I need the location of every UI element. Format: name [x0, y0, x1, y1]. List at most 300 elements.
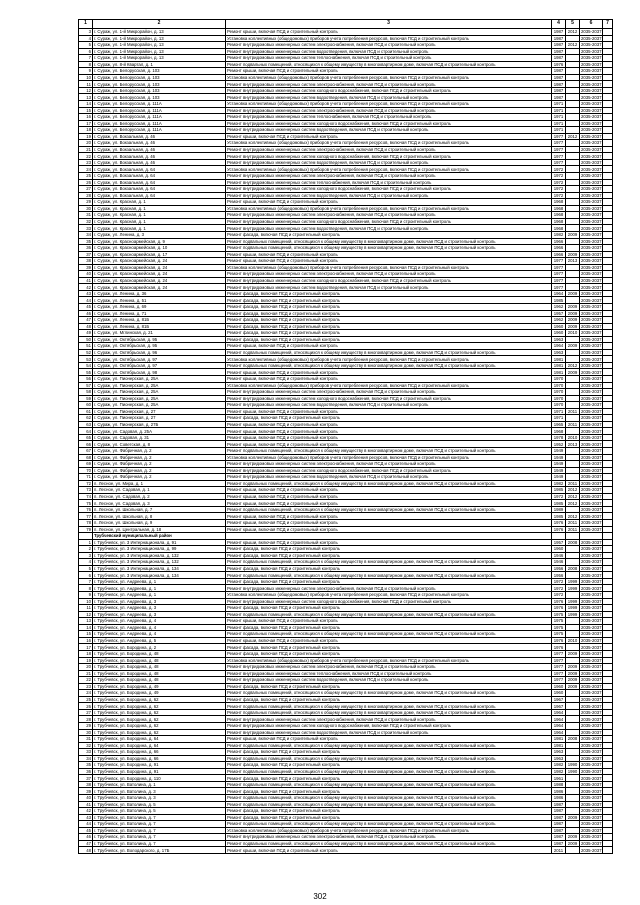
address-cell: г. Трубчевск, ул. Володарского, д. 17Б [93, 847, 226, 854]
build-year-cell: 1975 [552, 631, 566, 638]
address-cell: г. Трубчевск, ул. Андреева, д. 4 [93, 624, 226, 631]
build-year-cell: 1964 [552, 716, 566, 723]
work-type-cell: Ремонт внутридомовых инженерных систем холодного водоснабжения, включая ПСД и строительный контроль [226, 598, 552, 605]
address-cell: г. Сураж, ул. Вокзальная, д. 46 [93, 133, 226, 140]
planned-period-cell: 2035-2037 [581, 291, 602, 297]
work-type-cell: Ремонт внутридомовых инженерных систем холодного водоснабжения, включая ПСД и строительный контроль [226, 467, 552, 474]
address-cell: г. Сураж, ул. Садовая, д. 31 [93, 434, 226, 441]
address-cell: г. Трубчевск, ул. Ватолина, д. 7 [93, 834, 226, 841]
work-type-cell: Ремонт подвальных помещений, относящихся к общему имуществу в многоквартирном доме, включая ПСД и строительный контроль [226, 61, 552, 68]
work-type-cell: Ремонт внутридомовых инженерных систем водоотведения, включая ПСД и строительный контроль [226, 48, 552, 55]
work-type-cell: Ремонт внутридомовых инженерных систем холодного водоснабжения, включая ПСД и строительный контроль [226, 218, 552, 225]
last-repair-year-cell: 2009 [566, 317, 580, 324]
address-cell: г. Трубчевск, ул. Бородина, д. 62 [93, 722, 226, 729]
work-type-cell: Ремонт фасада, включая ПСД и строительный контроль [226, 290, 552, 297]
build-year-cell: 1971 [552, 120, 566, 127]
address-cell: г. Сураж, ул. Садовая, д. 25А [93, 428, 226, 435]
work-type-cell: Ремонт крыши, включая ПСД и строительный контроль [226, 251, 552, 258]
build-year-cell: 1960 [552, 330, 566, 337]
row-number-cell: 25 [79, 173, 93, 180]
row-number-cell: 32 [79, 218, 93, 225]
address-cell: г. Трубчевск, ул. Бородина, д. 2 [93, 644, 226, 651]
last-repair-year-cell: 2009 [566, 677, 580, 684]
last-repair-year-cell: 2011 [566, 520, 580, 527]
work-type-cell: Ремонт фасада, включая ПСД и строительный контроль [226, 323, 552, 330]
last-repair-year-cell: 2009 [566, 251, 580, 258]
planned-period-cell: 2035-2037 [581, 546, 602, 552]
work-type-cell: Ремонт подвальных помещений, относящихся к общему имуществу в многоквартирном доме, включая ПСД и строительный контроль [226, 245, 552, 252]
row-number-cell: 29 [79, 722, 93, 729]
planned-period-cell: 2035-2037 [581, 284, 602, 290]
planned-period-cell: 2035-2037 [581, 48, 602, 54]
build-year-cell: 1963 [552, 336, 566, 343]
planned-period-cell: 2035-2037 [581, 454, 602, 460]
work-type-cell: Ремонт внутридомовых инженерных систем электроснабжения, включая ПСД и строительный контроль [226, 42, 552, 49]
row-number-cell: 24 [79, 166, 93, 173]
row-number-cell: 62 [79, 415, 93, 422]
row-number-cell: 33 [79, 749, 93, 756]
planned-period-cell: 2035-2037 [581, 160, 602, 166]
work-type-cell: Ремонт внутридомовых инженерных систем водоотведения, включая ПСД и строительный контроль [226, 284, 552, 291]
work-type-cell: Ремонт крыши, включая ПСД и строительный контроль [226, 736, 552, 743]
planned-period-cell: 2035-2037 [581, 638, 602, 644]
last-repair-year-cell: 2009 [566, 670, 580, 677]
address-cell: г. Сураж, ул. Ленина, д. 81Б [93, 317, 226, 324]
row-number-cell: 79 [79, 526, 93, 533]
work-type-cell: Ремонт подвальных помещений, относящихся к общему имуществу в многоквартирном доме, включая ПСД и строительный контроль [226, 742, 552, 749]
build-year-cell: 1970 [552, 402, 566, 409]
row-number-cell: 27 [79, 186, 93, 193]
work-type-cell: Ремонт внутридомовых инженерных систем водоотведения, включая ПСД и строительный контроль [226, 192, 552, 199]
row-number-cell: 15 [79, 107, 93, 114]
row-number-cell: 35 [79, 762, 93, 769]
build-year-cell: 1968 [552, 199, 566, 206]
row-number-cell: 14 [79, 101, 93, 108]
work-type-cell: Ремонт фасада, включая ПСД и строительный контроль [226, 683, 552, 690]
build-year-cell: 1971 [552, 408, 566, 415]
row-number-cell: 36 [79, 245, 93, 252]
last-repair-year-cell: 2009 [566, 683, 580, 690]
work-type-cell: Установка коллективных (общедомовых) приборов учета потребления ресурсов, включая ПСД и строительный контроль [226, 35, 552, 42]
row-number-cell: 40 [79, 794, 93, 801]
row-number-cell: 16 [79, 637, 93, 644]
build-year-cell: 1987 [552, 42, 566, 49]
row-number-cell: 42 [79, 284, 93, 291]
build-year-cell: 1976 [552, 598, 566, 605]
row-number-cell: 23 [79, 159, 93, 166]
address-cell: г. Трубчевск, ул. Ватолина, д. 7 [93, 814, 226, 821]
planned-period-cell: 2035-2037 [581, 467, 602, 473]
planned-period-cell: 2035-2037 [581, 644, 602, 650]
planned-period-cell: 2035-2037 [581, 755, 602, 761]
build-year-cell: 1970 [552, 382, 566, 389]
row-number-cell: 37 [79, 251, 93, 258]
planned-period-cell: 2035-2037 [581, 690, 602, 696]
work-type-cell: Установка коллективных (общедомовых) приборов учета потребления ресурсов, включая ПСД и строительный контроль [226, 264, 552, 271]
planned-period-cell: 2035-2037 [581, 677, 602, 683]
address-cell: г. Трубчевск, ул. Ватолина, д. 1 [93, 781, 226, 788]
build-year-cell: 1967 [552, 696, 566, 703]
address-cell: г. Трубчевск, ул. Бородина, д. 66 [93, 749, 226, 756]
planned-period-cell: 2035-2037 [581, 710, 602, 716]
build-year-cell: 1956 [552, 565, 566, 572]
address-cell: г. Сураж, ул. Белорусская, д. 111А [93, 101, 226, 108]
row-number-cell: 34 [79, 231, 93, 238]
build-year-cell: 1966 [552, 238, 566, 245]
address-cell: г. Сураж, ул. Ленина, д. 3 [93, 231, 226, 238]
address-cell: г. Сураж, ул. Белорусская, д. 111А [93, 107, 226, 114]
work-type-cell: Ремонт фасада, включая ПСД и строительный контроль [226, 552, 552, 559]
address-cell: г. Сураж, ул. Вокзальная, д. 46 [93, 140, 226, 147]
planned-period-cell: 2035-2037 [581, 88, 602, 94]
planned-period-cell: 2035-2037 [581, 847, 602, 853]
planned-period-cell: 2035-2037 [581, 336, 602, 342]
work-type-cell: Ремонт фасада, включая ПСД и строительный контроль [226, 310, 552, 317]
build-year-cell: 1982 [552, 480, 566, 487]
build-year-cell: 1965 [552, 421, 566, 428]
work-type-cell: Ремонт внутридомовых инженерных систем холодного водоснабжения, включая ПСД и строительный контроль [226, 395, 552, 402]
work-type-cell: Ремонт фасада, включая ПСД и строительный контроль [226, 814, 552, 821]
row-number-cell: 7 [79, 55, 93, 62]
row-number-cell: 52 [79, 349, 93, 356]
work-type-cell: Ремонт фасада, включая ПСД и строительный контроль [226, 565, 552, 572]
build-year-cell: 1964 [552, 709, 566, 716]
planned-period-cell: 2035-2037 [581, 651, 602, 657]
address-cell: г. Сураж, ул. 1-й Микрорайон, д. 13 [93, 42, 226, 49]
address-cell: г. Сураж, ул. Пионерская, д. 25А [93, 375, 226, 382]
work-type-cell: Ремонт внутридомовых инженерных систем электроснабжения, включая ПСД и строительный контроль [226, 212, 552, 219]
planned-period-cell: 2035-2037 [581, 729, 602, 735]
build-year-cell: 1987 [552, 840, 566, 847]
last-repair-year-cell: 2009 [566, 840, 580, 847]
work-type-cell: Ремонт подвальных помещений, относящихся к общему имуществу в многоквартирном доме, включая ПСД и строительный контроль [226, 559, 552, 566]
build-year-cell: 1977 [552, 670, 566, 677]
row-number-cell: 21 [79, 670, 93, 677]
address-cell: г. Трубчевск, ул. Ватолина, д. 3 [93, 794, 226, 801]
last-repair-year-cell: 2012 [566, 500, 580, 507]
work-type-cell: Ремонт внутридомовых инженерных систем электроснабжения, включая ПСД и строительный контроль [226, 585, 552, 592]
planned-period-cell: 2035-2037 [581, 127, 602, 133]
planned-period-cell: 2035-2037 [581, 487, 602, 493]
address-cell: г. Сураж, ул. Фабричная, д. 2 [93, 474, 226, 481]
page-number: 302 [313, 892, 327, 901]
build-year-cell: 1982 [552, 762, 566, 769]
address-cell: г. Трубчевск, ул. Бородина, д. 91 [93, 768, 226, 775]
row-number-cell: 26 [79, 703, 93, 710]
planned-period-cell: 2035-2037 [581, 369, 602, 375]
address-cell: г. Трубчевск, ул. Бородина, д. 62 [93, 729, 226, 736]
address-cell: п. Лесное, ул. Школьная, д. 9 [93, 520, 226, 527]
build-year-cell: 1971 [552, 107, 566, 114]
address-cell: г. Трубчевск, ул. Бородина, д. 48 [93, 650, 226, 657]
address-cell: г. Трубчевск, ул. Бородина, д. 48 [93, 677, 226, 684]
address-cell: г. Трубчевск, ул. Бородина, д. 49 [93, 690, 226, 697]
address-cell: г. Сураж, ул. Красноармейская, д. 10 [93, 245, 226, 252]
row-number-cell: 19 [79, 657, 93, 664]
planned-period-cell: 2035-2037 [581, 821, 602, 827]
build-year-cell: 1972 [552, 578, 566, 585]
planned-period-cell: 2035-2037 [581, 834, 602, 840]
work-type-cell: Ремонт крыши, включая ПСД и строительный контроль [226, 539, 552, 546]
last-repair-year-cell: 1990 [566, 762, 580, 769]
planned-period-cell: 2035-2037 [581, 277, 602, 283]
address-cell: г. Трубчевск, ул. 3 Интернационала, д. 132 [93, 559, 226, 566]
build-year-cell: 1985 [552, 297, 566, 304]
build-year-cell: 1977 [552, 284, 566, 291]
last-repair-year-cell: 2008 [566, 736, 580, 743]
last-repair-year-cell: 2008 [566, 565, 580, 572]
build-year-cell: 1976 [552, 637, 566, 644]
planned-period-cell: 2035-2037 [581, 782, 602, 788]
row-number-cell: 46 [79, 834, 93, 841]
build-year-cell: 1977 [552, 677, 566, 684]
row-number-cell: 24 [79, 690, 93, 697]
address-cell: г. Сураж, ул. Красная, д. 1 [93, 205, 226, 212]
last-repair-year-cell: 2009 [566, 664, 580, 671]
build-year-cell: 1972 [552, 186, 566, 193]
build-year-cell: 1987 [552, 94, 566, 101]
row-number-cell: 46 [79, 310, 93, 317]
build-year-cell: 1949 [552, 448, 566, 455]
address-cell: г. Сураж, ул. Ленина, д. 51 [93, 297, 226, 304]
last-repair-year-cell: 2009 [566, 323, 580, 330]
row-number-cell: 47 [79, 317, 93, 324]
row-number-cell: 32 [79, 742, 93, 749]
build-year-cell: 1972 [552, 173, 566, 180]
row-number-cell: 30 [79, 729, 93, 736]
build-year-cell: 1985 [552, 513, 566, 520]
build-year-cell: 1964 [552, 343, 566, 350]
col-header-3: 3 [226, 20, 552, 29]
row-number-cell: 72 [79, 480, 93, 487]
row-number-cell: 55 [79, 369, 93, 376]
address-cell: п. Лесное, ул. Садовая, д. 3 [93, 500, 226, 507]
row-number-cell: 29 [79, 199, 93, 206]
last-repair-year-cell: 2009 [566, 650, 580, 657]
build-year-cell: 1977 [552, 153, 566, 160]
build-year-cell: 1968 [552, 218, 566, 225]
build-year-cell: 1968 [552, 428, 566, 435]
row-number-cell: 3 [79, 29, 93, 36]
row-number-cell: 64 [79, 428, 93, 435]
work-type-cell: Установка коллективных (общедомовых) приборов учета потребления ресурсов, включая ПСД и строительный контроль [226, 827, 552, 834]
work-type-cell: Ремонт фасада, включая ПСД и строительный контроль [226, 808, 552, 815]
last-repair-year-cell: 2012 [566, 42, 580, 49]
last-repair-year-cell: 1999 [566, 578, 580, 585]
build-year-cell: 1987 [552, 35, 566, 42]
last-repair-year-cell: 2009 [566, 310, 580, 317]
planned-period-cell: 2035-2037 [581, 245, 602, 251]
row-number-cell: 5 [79, 565, 93, 572]
work-type-cell: Ремонт фасада, включая ПСД и строительный контроль [226, 231, 552, 238]
row-number-cell: 63 [79, 421, 93, 428]
planned-period-cell: 2035-2037 [581, 526, 602, 532]
build-year-cell: 1971 [552, 127, 566, 134]
row-number-cell: 70 [79, 467, 93, 474]
row-number-cell: 12 [79, 611, 93, 618]
work-type-cell: Ремонт внутридомовых инженерных систем холодного водоснабжения, включая ПСД и строительный контроль [226, 153, 552, 160]
planned-period-cell: 2035-2037 [581, 166, 602, 172]
row-number-cell: 13 [79, 618, 93, 625]
build-year-cell: 1982 [552, 231, 566, 238]
work-type-cell: Ремонт крыши, включая ПСД и строительный контроль [226, 487, 552, 494]
planned-period-cell: 2035-2037 [581, 448, 602, 454]
address-cell: п. Лесное, ул. Садовая, д. 1 [93, 487, 226, 494]
address-cell: г. Трубчевск, ул. 3 Интернационала, д. 99 [93, 546, 226, 553]
address-cell: г. Сураж, ул. Красная, д. 1 [93, 199, 226, 206]
row-number-cell: 47 [79, 840, 93, 847]
planned-period-cell: 2035-2037 [581, 81, 602, 87]
row-number-cell: 41 [79, 801, 93, 808]
address-cell: г. Сураж, ул. Фабричная, д. 2 [93, 467, 226, 474]
work-type-cell: Ремонт крыши, включая ПСД и строительный контроль [226, 369, 552, 376]
planned-period-cell: 2035-2037 [581, 205, 602, 211]
address-cell: г. Сураж, ул. Вокзальная, д. 64 [93, 186, 226, 193]
build-year-cell: 1970 [552, 395, 566, 402]
last-repair-year-cell: 2012 [566, 487, 580, 494]
row-number-cell: 6 [79, 48, 93, 55]
address-cell: г. Трубчевск, ул. Бородина, д. 48 [93, 657, 226, 664]
row-number-cell: 21 [79, 146, 93, 153]
address-cell: г. Сураж, ул. Ленина, д. 81Б [93, 323, 226, 330]
row-number-cell: 74 [79, 493, 93, 500]
planned-period-cell: 2035-2037 [581, 494, 602, 499]
last-repair-year-cell: 2011 [566, 480, 580, 487]
address-cell: г. Сураж, ул. Красная, д. 1 [93, 225, 226, 232]
planned-period-cell: 2035-2037 [581, 749, 602, 755]
row-number-cell: 8 [79, 585, 93, 592]
work-type-cell: Установка коллективных (общедомовых) приборов учета потребления ресурсов, включая ПСД и строительный контроль [226, 101, 552, 108]
build-year-cell: 1972 [552, 585, 566, 592]
row-number-cell: 73 [79, 487, 93, 494]
address-cell: г. Трубчевск, ул. Бородина, д. 64 [93, 736, 226, 743]
work-type-cell: Ремонт подвальных помещений, относящихся к общему имуществу в многоквартирном доме, включая ПСД и строительный контроль [226, 238, 552, 245]
work-type-cell: Ремонт крыши, включая ПСД и строительный контроль [226, 618, 552, 625]
planned-period-cell: 2035-2037 [581, 572, 602, 578]
work-type-cell: Ремонт крыши, включая ПСД и строительный контроль [226, 258, 552, 265]
row-number-cell: 22 [79, 153, 93, 160]
address-cell: г. Сураж, ул. Белорусская, д. 103 [93, 87, 226, 94]
address-cell: г. Сураж, ул. Октябрьская, д. 97 [93, 362, 226, 369]
planned-period-cell: 2035-2037 [581, 592, 602, 598]
work-type-cell: Ремонт внутридомовых инженерных систем электроснабжения, включая ПСД и строительный контроль [226, 81, 552, 88]
build-year-cell: 1987 [552, 814, 566, 821]
planned-period-cell: 2035-2037 [581, 232, 602, 238]
work-type-cell: Ремонт подвальных помещений, относящихся к общему имуществу в многоквартирном доме, включая ПСД и строительный контроль [226, 631, 552, 638]
planned-period-cell: 2035-2037 [581, 670, 602, 676]
address-cell: г. Сураж, ул. Красноармейская, д. 24 [93, 271, 226, 278]
work-type-cell: Ремонт фасада, включая ПСД и строительный контроль [226, 696, 552, 703]
work-type-cell: Ремонт фасада, включая ПСД и строительный контроль [226, 762, 552, 769]
work-type-cell: Ремонт крыши, включая ПСД и строительный контроль [226, 29, 552, 36]
planned-period-cell: 2035-2037 [581, 657, 602, 663]
build-year-cell: 1964 [552, 729, 566, 736]
address-cell: г. Трубчевск, ул. Бородина, д. 49 [93, 683, 226, 690]
work-type-cell: Ремонт внутридомовых инженерных систем водоотведения, включая ПСД и строительный контроль [226, 729, 552, 736]
build-year-cell: 1964 [552, 290, 566, 297]
build-year-cell: 1987 [552, 48, 566, 55]
planned-period-cell: 2035-2037 [581, 566, 602, 572]
address-cell: г. Трубчевск, ул. Андреева, д. 3 [93, 611, 226, 618]
work-type-cell: Ремонт внутридомовых инженерных систем теплоснабжения, включая ПСД и строительный контроль [226, 114, 552, 121]
planned-period-cell: 2035-2037 [581, 500, 602, 506]
work-type-cell: Ремонт крыши, включая ПСД и строительный контроль [226, 520, 552, 527]
build-year-cell: 1986 [552, 788, 566, 795]
row-number-cell: 27 [79, 709, 93, 716]
row-number-cell: 9 [79, 68, 93, 75]
planned-period-cell: 2035-2037 [581, 395, 602, 401]
work-type-cell: Ремонт подвальных помещений, относящихся к общему имуществу в многоквартирном доме, включая ПСД и строительный контроль [226, 703, 552, 710]
address-cell: г. Сураж, ул. Мглинская, д. 21 [93, 330, 226, 337]
address-cell: г. Сураж, ул. Вокзальная, д. 46 [93, 159, 226, 166]
row-number-cell: 1 [79, 539, 93, 546]
work-type-cell: Ремонт фасада, включая ПСД и строительный контроль [226, 578, 552, 585]
row-number-cell: 5 [79, 42, 93, 49]
planned-period-cell: 2035-2037 [581, 42, 602, 48]
last-repair-year-cell: 2012 [566, 362, 580, 369]
work-type-cell: Установка коллективных (общедомовых) приборов учета потребления ресурсов, включая ПСД и строительный контроль [226, 74, 552, 81]
last-repair-year-cell: 2013 [566, 258, 580, 265]
last-repair-year-cell: 1999 [566, 605, 580, 612]
address-cell: г. Трубчевск, ул. Андреева, д. 4 [93, 631, 226, 638]
planned-period-cell: 2035-2037 [581, 579, 602, 585]
planned-period-cell: 2035-2037 [581, 775, 602, 781]
last-repair-year-cell: 2012 [566, 29, 580, 36]
work-type-cell: Ремонт внутридомовых инженерных систем водоотведения, включая ПСД и строительный контроль [226, 159, 552, 166]
planned-period-cell: 2035-2037 [581, 539, 602, 545]
build-year-cell: 1968 [552, 205, 566, 212]
build-year-cell: 1966 [552, 251, 566, 258]
table-row [79, 847, 613, 854]
build-year-cell: 1976 [552, 644, 566, 651]
address-cell: г. Трубчевск, ул. Андреева, д. 3 [93, 598, 226, 605]
build-year-cell: 1960 [552, 546, 566, 553]
work-type-cell: Ремонт внутридомовых инженерных систем электроснабжения, включая ПСД и строительный контроль [226, 389, 552, 396]
build-year-cell: 1972 [552, 166, 566, 173]
work-type-cell: Ремонт крыши, включая ПСД и строительный контроль [226, 637, 552, 644]
extra-cell [603, 847, 613, 854]
planned-period-cell: 2035-2037 [581, 683, 602, 689]
planned-period-cell: 2035-2037 [581, 421, 602, 427]
row-number-cell: 77 [79, 513, 93, 520]
build-year-cell: 1977 [552, 146, 566, 153]
planned-period-cell: 2035-2037 [581, 382, 602, 388]
address-cell: г. Трубчевск, ул. Бородина, д. 62 [93, 696, 226, 703]
build-year-cell: 1987 [552, 821, 566, 828]
row-number-cell: 10 [79, 598, 93, 605]
row-number-cell: 65 [79, 434, 93, 441]
row-number-cell: 28 [79, 192, 93, 199]
row-number-cell: 18 [79, 127, 93, 134]
planned-period-cell: 2035-2037 [581, 120, 602, 126]
row-number-cell: 56 [79, 375, 93, 382]
address-cell: г. Сураж, ул. Октябрьская, д. 98 [93, 369, 226, 376]
address-cell: г. Сураж, ул. Красноармейская, д. 24 [93, 264, 226, 271]
last-repair-year-cell: 2011 [566, 408, 580, 415]
work-type-cell: Ремонт подвальных помещений, относящихся к общему имуществу в многоквартирном доме, включая ПСД и строительный контроль [226, 821, 552, 828]
row-number-cell: 31 [79, 212, 93, 219]
build-year-cell: 1972 [552, 192, 566, 199]
planned-period-cell: 2035-2037 [581, 552, 602, 558]
col-header-1: 1 [79, 20, 93, 29]
last-repair-year-cell: 2012 [566, 513, 580, 520]
row-number-cell: 69 [79, 461, 93, 468]
planned-period-cell: 2035-2037 [581, 840, 602, 846]
work-type-cell: Ремонт фасада, включая ПСД и строительный контроль [226, 297, 552, 304]
planned-period-cell: 2035-2037 [581, 304, 602, 310]
work-type-cell: Ремонт крыши, включая ПСД и строительный контроль [226, 421, 552, 428]
build-year-cell: 1946 [552, 552, 566, 559]
